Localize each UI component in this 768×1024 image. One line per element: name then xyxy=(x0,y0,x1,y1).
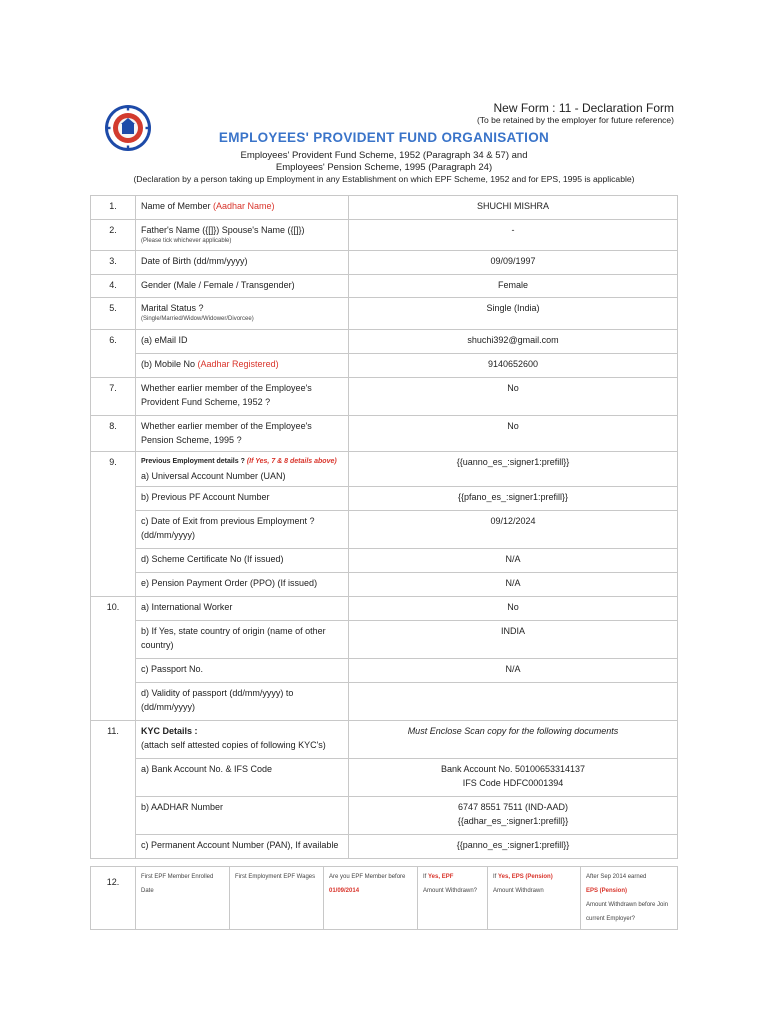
table-row xyxy=(91,487,678,511)
gender-value[interactable]: Female xyxy=(349,275,678,298)
kyc-instruction: Must Enclose Scan copy for the following documents xyxy=(349,721,678,759)
scheme-line-1: Employees' Provident Fund Scheme, 1952 (Paragraph 34 & 57) and xyxy=(240,150,528,161)
field-label: (a) eMail ID xyxy=(136,330,349,354)
table-row xyxy=(91,251,678,275)
field-label: Marital Status ? (Single/Married/Widow/Widower/Divorcee) xyxy=(136,298,349,330)
father-spouse-value[interactable]: - xyxy=(349,220,678,251)
field-label: d) Validity of passport (dd/mm/yyyy) to (dd/mm/yyyy) xyxy=(136,683,349,721)
field-label: Date of Birth (dd/mm/yyyy) xyxy=(136,251,349,275)
table-row xyxy=(91,196,678,220)
email-value[interactable]: shuchi392@gmail.com xyxy=(349,330,678,354)
table-row xyxy=(91,867,678,930)
table-row xyxy=(91,759,678,797)
dob-value[interactable]: 09/09/1997 xyxy=(349,251,678,275)
field-label: Whether earlier member of the Employee's Pension Scheme, 1995 ? xyxy=(136,416,349,452)
uan-value[interactable]: {{uanno_es_:signer1:prefill}} xyxy=(349,452,678,487)
field-label: Father's Name ({[]}) Spouse's Name ({[]}) (Please tick whichever applicable) xyxy=(136,220,349,251)
member-name-value[interactable]: SHUCHI MISHRA xyxy=(349,196,678,220)
table-row xyxy=(91,683,678,721)
epf-member-value[interactable]: No xyxy=(349,378,678,416)
row-number: 11. xyxy=(91,721,136,859)
bank-account-value[interactable]: Bank Account No. 50100653314137 IFS Code HDFC0001394 xyxy=(349,759,678,797)
table-row xyxy=(91,452,678,487)
field-label: b) AADHAR Number xyxy=(136,797,349,835)
pf-account-value[interactable]: {{pfano_es_:signer1:prefill}} xyxy=(349,487,678,511)
marital-status-value[interactable]: Single (India) xyxy=(349,298,678,330)
table-row xyxy=(91,275,678,298)
table-row xyxy=(91,621,678,659)
table-row xyxy=(91,797,678,835)
field-label: e) Pension Payment Order (PPO) (If issued) xyxy=(136,573,349,597)
retained-note: (To be retained by the employer for future reference) xyxy=(476,115,674,125)
field-label: c) Passport No. xyxy=(136,659,349,683)
table-row xyxy=(91,573,678,597)
table-row xyxy=(91,511,678,549)
row-number: 6. xyxy=(91,330,136,378)
field-label: c) Permanent Account Number (PAN), If available xyxy=(136,835,349,859)
table-row xyxy=(91,220,678,251)
row-number: 8. xyxy=(91,416,136,452)
country-value[interactable]: INDIA xyxy=(349,621,678,659)
table-row xyxy=(91,298,678,330)
withdrawal-table xyxy=(90,866,678,930)
field-label: a) Bank Account No. & IFS Code xyxy=(136,759,349,797)
table-row xyxy=(91,597,678,621)
international-worker-value[interactable]: No xyxy=(349,597,678,621)
row-number: 9. xyxy=(91,452,136,597)
table-row xyxy=(91,549,678,573)
row-number: 7. xyxy=(91,378,136,416)
table-row xyxy=(91,354,678,378)
scheme-line-2: Employees' Pension Scheme, 1995 (Paragraph 24) xyxy=(275,162,493,173)
table-row xyxy=(91,835,678,859)
row-number: 1. xyxy=(91,196,136,220)
field-label: Previous Employment details ? (If Yes, 7 & 8 details above) a) Universal Account Number (UAN) xyxy=(136,452,349,487)
declaration-note: (Declaration by a person taking up Employment in any Establishment on which EPF Scheme, 1952 and for EPS, 1995 is applicable) xyxy=(133,174,635,184)
passport-validity-value[interactable] xyxy=(349,683,678,721)
field-label: b) If Yes, state country of origin (name of other country) xyxy=(136,621,349,659)
table-row xyxy=(91,416,678,452)
field-label: Whether earlier member of the Employee's Provident Fund Scheme, 1952 ? xyxy=(136,378,349,416)
table-row xyxy=(91,378,678,416)
passport-value[interactable]: N/A xyxy=(349,659,678,683)
field-label: Name of Member (Aadhar Name) xyxy=(136,196,349,220)
enrolled-date-cell[interactable]: First EPF Member Enrolled Date xyxy=(136,867,230,930)
row-number: 5. xyxy=(91,298,136,330)
field-label: a) International Worker xyxy=(136,597,349,621)
form-title: New Form : 11 - Declaration Form xyxy=(493,101,674,115)
field-label: c) Date of Exit from previous Employment ? (dd/mm/yyyy) xyxy=(136,511,349,549)
field-label: KYC Details : (attach self attested copies of following KYC's) xyxy=(136,721,349,759)
field-label: d) Scheme Certificate No (If issued) xyxy=(136,549,349,573)
table-row xyxy=(91,721,678,759)
eps-after-2014-cell[interactable]: After Sep 2014 earned EPS (Pension) Amount Withdrawn before Join current Employer? xyxy=(581,867,678,930)
row-number: 3. xyxy=(91,251,136,275)
first-wages-cell[interactable]: First Employment EPF Wages xyxy=(230,867,324,930)
declaration-table xyxy=(90,195,678,859)
scheme-certificate-value[interactable]: N/A xyxy=(349,549,678,573)
epf-withdrawn-cell[interactable]: If Yes, EPF Amount Withdrawn? xyxy=(418,867,488,930)
table-row xyxy=(91,659,678,683)
eps-member-value[interactable]: No xyxy=(349,416,678,452)
table-row xyxy=(91,330,678,354)
epf-before-2014-cell[interactable]: Are you EPF Member before 01/09/2014 xyxy=(324,867,418,930)
row-number: 4. xyxy=(91,275,136,298)
row-number: 2. xyxy=(91,220,136,251)
field-label: (b) Mobile No (Aadhar Registered) xyxy=(136,354,349,378)
organisation-name: EMPLOYEES' PROVIDENT FUND ORGANISATION xyxy=(218,130,550,145)
eps-withdrawn-cell[interactable]: If Yes, EPS (Pension) Amount Withdrawn xyxy=(488,867,581,930)
exit-date-value[interactable]: 09/12/2024 xyxy=(349,511,678,549)
row-number: 12. xyxy=(91,867,136,930)
ppo-value[interactable]: N/A xyxy=(349,573,678,597)
aadhar-value[interactable]: 6747 8551 7511 (IND-AAD) {{adhar_es_:signer1:prefill}} xyxy=(349,797,678,835)
row-number: 10. xyxy=(91,597,136,721)
field-label: Gender (Male / Female / Transgender) xyxy=(136,275,349,298)
pan-value[interactable]: {{panno_es_:signer1:prefill}} xyxy=(349,835,678,859)
mobile-value[interactable]: 9140652600 xyxy=(349,354,678,378)
field-label: b) Previous PF Account Number xyxy=(136,487,349,511)
